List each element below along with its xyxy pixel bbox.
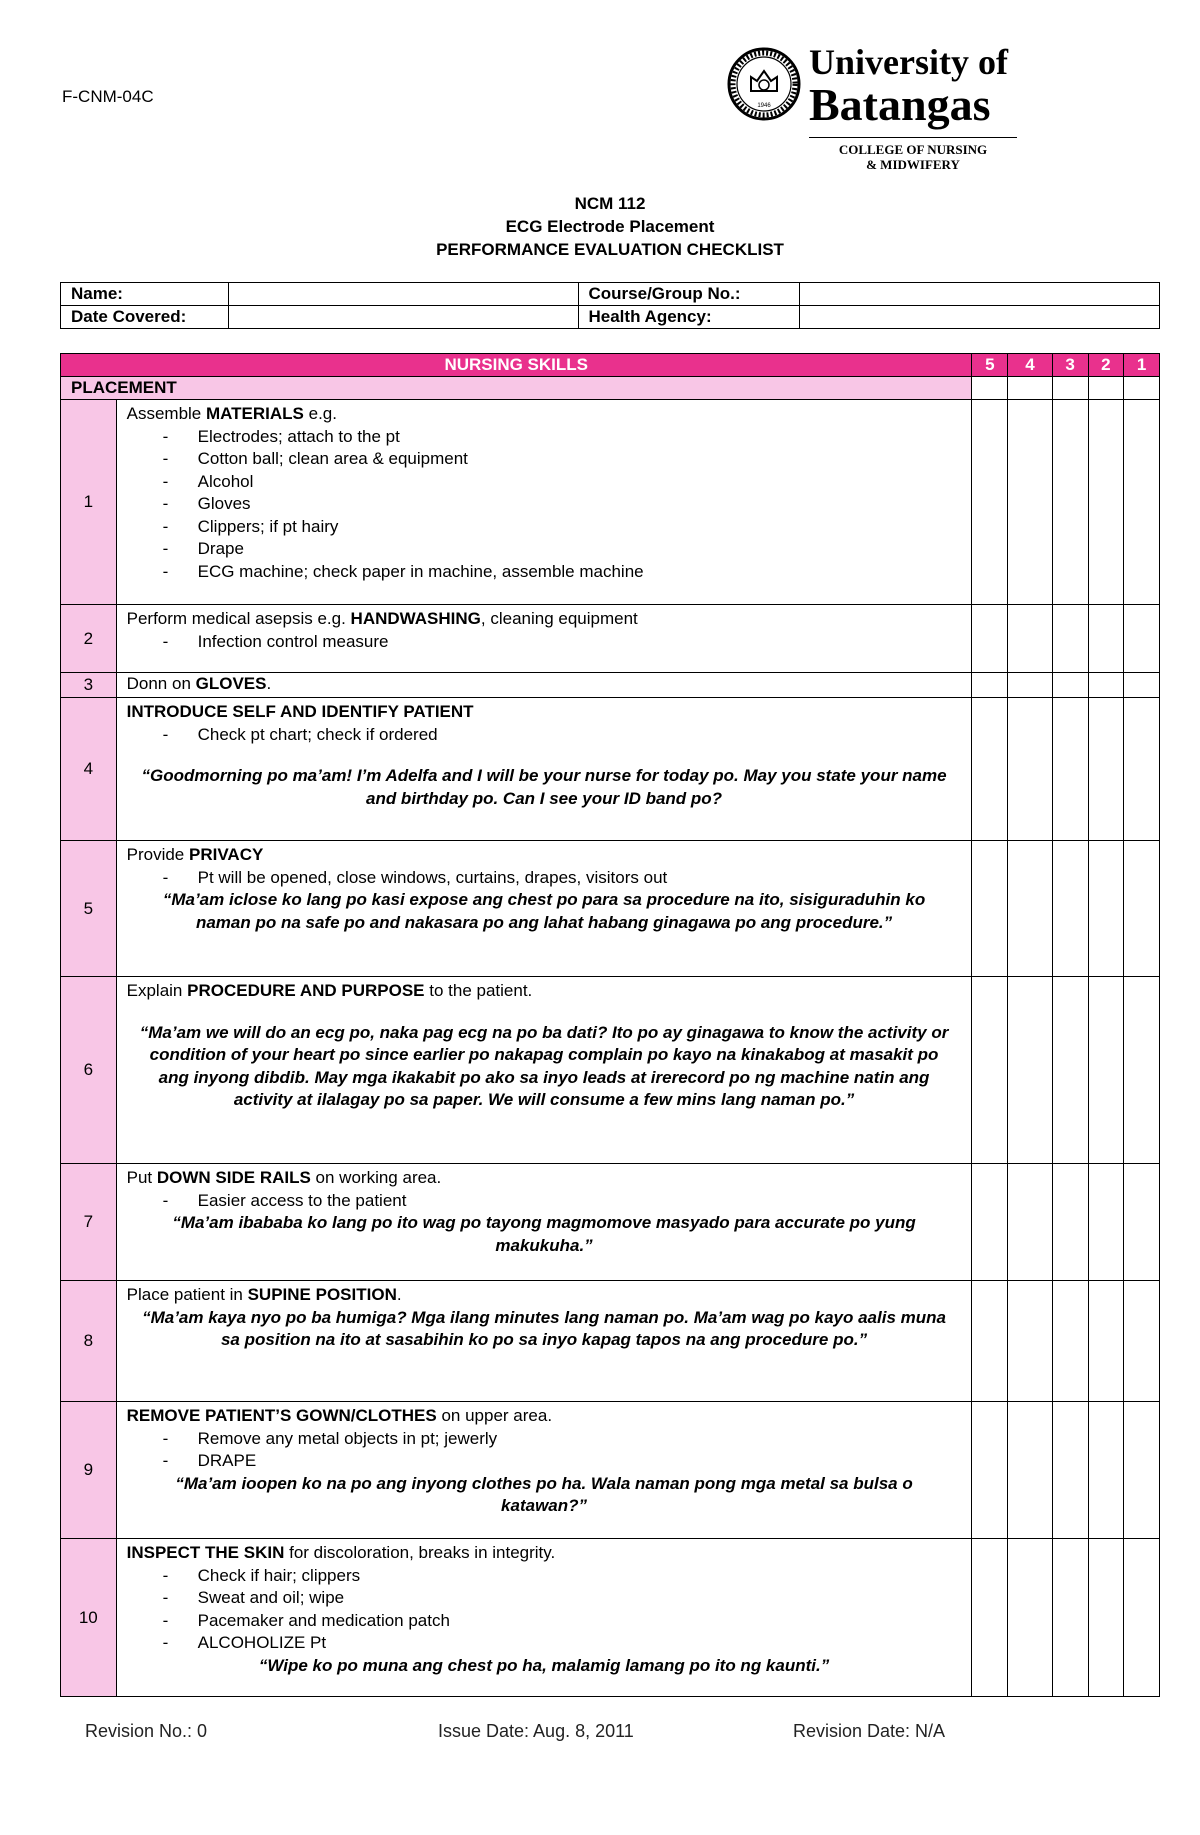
score-cell[interactable] <box>1124 1164 1160 1281</box>
score-3-header: 3 <box>1052 354 1088 377</box>
skill-title <box>127 1284 962 1307</box>
score-cell[interactable] <box>1008 977 1053 1164</box>
score-cell[interactable] <box>1124 400 1160 605</box>
score-cell[interactable] <box>972 1164 1008 1281</box>
skill-bullet <box>127 516 962 539</box>
score-cell[interactable] <box>1088 1281 1124 1402</box>
skill-title-prefix: Place patient in <box>126 1285 248 1304</box>
score-cell[interactable] <box>1124 377 1160 400</box>
revision-date: Revision Date: N/A <box>793 1721 946 1741</box>
skill-description <box>116 673 972 698</box>
skill-bullet-text: Gloves <box>197 494 251 513</box>
name-label: Name: <box>61 283 229 306</box>
revision-number: Revision No.: 0 <box>85 1721 208 1741</box>
skill-script-quote: “Wipe ko po muna ang chest po ha, malamig lamang po ito ng kaunti.” <box>258 1655 830 1675</box>
category-row <box>61 377 1160 400</box>
score-cell[interactable] <box>1124 841 1160 977</box>
skill-description <box>116 1281 972 1402</box>
skill-number: 4 <box>61 698 117 841</box>
skill-title-keyword: INTRODUCE SELF AND IDENTIFY PATIENT <box>126 702 474 721</box>
form-code: F-CNM-04C <box>62 87 154 106</box>
score-1-header: 1 <box>1124 354 1160 377</box>
skill-script-quote: “Ma’am ioopen ko na po ang inyong clothes po ha. Wala naman pong mga metal sa bulsa o katawan?” <box>175 1473 913 1515</box>
skill-script-quote: “Ma’am iclose ko lang po kasi expose ang chest po para sa procedure na ito, sisiguraduhin ko naman po na safe po and nakasara po ang lahat habang ginagawa po ang procedure.” <box>162 890 926 932</box>
score-cell[interactable] <box>1008 1539 1053 1697</box>
skill-number: 9 <box>61 1402 117 1539</box>
skill-title <box>127 403 962 426</box>
score-cell[interactable] <box>1052 1402 1088 1539</box>
skill-title-suffix: . <box>266 674 272 693</box>
skill-number: 7 <box>61 1164 117 1281</box>
college-name-line1: COLLEGE OF NURSING <box>838 142 988 157</box>
skill-title <box>127 673 962 696</box>
skill-bullet <box>127 1610 962 1633</box>
skill-title-keyword: GLOVES <box>195 674 267 693</box>
skill-bullet-text: DRAPE <box>197 1451 257 1470</box>
skill-bullet <box>127 1587 962 1610</box>
skill-bullet-text: Infection control measure <box>197 631 389 651</box>
skill-number: 1 <box>61 400 117 605</box>
score-cell[interactable] <box>972 977 1008 1164</box>
score-cell[interactable] <box>1124 977 1160 1164</box>
score-cell[interactable] <box>1008 400 1053 605</box>
score-cell[interactable] <box>1088 841 1124 977</box>
score-cell[interactable] <box>1088 1164 1124 1281</box>
table-header-row <box>61 354 1160 377</box>
skill-bullet <box>127 493 962 516</box>
date-covered-label: Date Covered: <box>61 306 229 329</box>
skill-bullet-text: Electrodes; attach to the pt <box>197 426 400 446</box>
skill-description <box>116 698 972 841</box>
skill-bullet <box>127 538 962 561</box>
score-cell[interactable] <box>972 377 1008 400</box>
score-cell[interactable] <box>1008 673 1053 698</box>
score-cell[interactable] <box>972 1539 1008 1697</box>
skill-bullet-text: Pacemaker and medication patch <box>197 1610 450 1630</box>
score-cell[interactable] <box>1008 698 1053 841</box>
score-5-header: 5 <box>972 354 1008 377</box>
score-cell[interactable] <box>1008 377 1053 400</box>
university-name-line2: Batangas <box>809 79 991 130</box>
score-cell[interactable] <box>1052 605 1088 673</box>
student-info-table <box>60 282 1160 329</box>
college-name <box>809 142 1017 172</box>
skill-title-keyword: REMOVE PATIENT’S GOWN/CLOTHES <box>126 1406 437 1425</box>
category-placement: PLACEMENT <box>61 377 972 400</box>
score-cell[interactable] <box>1088 698 1124 841</box>
score-cell[interactable] <box>1052 841 1088 977</box>
score-cell[interactable] <box>1124 1281 1160 1402</box>
college-name-line2: & MIDWIFERY <box>866 157 960 172</box>
score-2-header: 2 <box>1088 354 1124 377</box>
skill-description <box>116 400 972 605</box>
skill-title-suffix: on working area. <box>310 1168 442 1187</box>
skill-row <box>61 1402 1160 1539</box>
score-cell[interactable] <box>1052 1281 1088 1402</box>
skill-title-keyword: MATERIALS <box>206 404 304 423</box>
skill-title-suffix: to the patient. <box>424 981 533 1000</box>
skill-row <box>61 698 1160 841</box>
skill-bullet-text: Alcohol <box>197 471 254 491</box>
skill-title <box>127 608 962 631</box>
university-seal-icon <box>727 47 801 121</box>
skill-script-quote: “Goodmorning po ma’am! I’m Adelfa and I will be your nurse for today po. May you state your name and birthday po. Can I see your ID band po? <box>141 766 947 808</box>
skill-title-suffix: on upper area. <box>436 1406 553 1425</box>
score-cell[interactable] <box>1052 977 1088 1164</box>
skill-title-suffix: e.g. <box>303 404 337 423</box>
skill-number: 5 <box>61 841 117 977</box>
skill-bullet <box>127 1632 962 1655</box>
score-cell[interactable] <box>972 673 1008 698</box>
score-cell[interactable] <box>1088 977 1124 1164</box>
skill-bullet <box>127 867 962 890</box>
skill-title <box>127 1542 962 1565</box>
issue-date: Issue Date: Aug. 8, 2011 <box>438 1721 634 1741</box>
skill-row <box>61 400 1160 605</box>
skill-bullet-text: Cotton ball; clean area & equipment <box>197 449 468 468</box>
skill-title <box>127 1167 962 1190</box>
skill-script-quote: “Ma’am we will do an ecg po, naka pag ecg na po ba dati? Ito po ay ginagawa to know the activity or condition of your heart po since earlier po nakapag complain po kayo na kinakabog at masakit po ang inyong dibdib. May mga ikakabit po ako sa inyo leads at irerecord po ng machine natin ang activity at ilalagay po sa paper. We will consume a few mins lang naman po.” <box>139 1022 949 1109</box>
skill-bullet-text: Easier access to the patient <box>197 1190 407 1210</box>
score-cell[interactable] <box>1008 1164 1053 1281</box>
score-cell[interactable] <box>972 400 1008 605</box>
score-cell[interactable] <box>1052 377 1088 400</box>
skill-title <box>127 1405 962 1428</box>
skill-title <box>127 980 962 1003</box>
skill-bullet <box>127 631 962 654</box>
score-cell[interactable] <box>1008 605 1053 673</box>
skill-bullet-text: Sweat and oil; wipe <box>197 1588 345 1607</box>
skill-row <box>61 1164 1160 1281</box>
skill-bullet-text: ECG machine; check paper in machine, assemble machine <box>197 561 644 581</box>
skill-bullet-text: Clippers; if pt hairy <box>197 516 339 536</box>
score-cell[interactable] <box>1052 698 1088 841</box>
skill-bullet <box>127 448 962 471</box>
score-cell[interactable] <box>1124 1402 1160 1539</box>
university-name-line1: University of <box>809 42 1008 82</box>
skill-row <box>61 673 1160 698</box>
skill-number: 6 <box>61 977 117 1164</box>
score-cell[interactable] <box>1052 1539 1088 1697</box>
skill-bullet <box>127 1190 962 1213</box>
skill-title-suffix: for discoloration, breaks in integrity. <box>284 1543 556 1562</box>
skill-bullet <box>127 724 962 747</box>
skill-bullet-text: Remove any metal objects in pt; jewerly <box>197 1428 498 1448</box>
skill-title-prefix: Perform medical asepsis e.g. <box>126 609 351 628</box>
score-cell[interactable] <box>972 841 1008 977</box>
seal-year: 1946 <box>757 103 771 109</box>
score-cell[interactable] <box>972 605 1008 673</box>
skill-title <box>127 701 962 724</box>
score-cell[interactable] <box>1088 605 1124 673</box>
skill-number: 2 <box>61 605 117 673</box>
skill-bullet-text: Pt will be opened, close windows, curtains, drapes, visitors out <box>197 867 668 887</box>
skill-bullet <box>127 1428 962 1451</box>
skill-bullet <box>127 426 962 449</box>
score-cell[interactable] <box>972 1402 1008 1539</box>
score-cell[interactable] <box>1008 841 1053 977</box>
score-cell[interactable] <box>1124 1539 1160 1697</box>
skill-title-keyword: SUPINE POSITION <box>247 1285 397 1304</box>
skill-description <box>116 977 972 1164</box>
skill-title-prefix: Assemble <box>126 404 206 423</box>
skill-bullet-text: Check pt chart; check if ordered <box>197 724 438 744</box>
skill-title-keyword: PROCEDURE AND PURPOSE <box>187 981 425 1000</box>
skill-title-prefix: Explain <box>126 981 188 1000</box>
score-cell[interactable] <box>972 698 1008 841</box>
skill-row <box>61 1281 1160 1402</box>
skill-bullet <box>127 1565 962 1588</box>
skill-description <box>116 841 972 977</box>
skill-title-prefix: Put <box>126 1168 157 1187</box>
score-4-header: 4 <box>1008 354 1053 377</box>
skill-description <box>116 605 972 673</box>
skill-number: 10 <box>61 1539 117 1697</box>
score-cell[interactable] <box>1088 673 1124 698</box>
skill-row <box>61 1539 1160 1697</box>
skill-bullet-text: Check if hair; clippers <box>197 1565 361 1585</box>
skill-title-keyword: PRIVACY <box>189 845 264 864</box>
score-cell[interactable] <box>1124 605 1160 673</box>
skill-description <box>116 1164 972 1281</box>
skill-row <box>61 977 1160 1164</box>
skill-bullet <box>127 1450 962 1473</box>
skill-row <box>61 841 1160 977</box>
skill-script-quote: “Ma’am kaya nyo po ba humiga? Mga ilang minutes lang naman po. Ma’am wag po kayo aalis muna sa position na ito at sasabihin ko po sa inyo kapag tapos na ang procedure po.” <box>142 1307 946 1349</box>
skill-script-quote: “Ma’am ibababa ko lang po ito wag po tayong magmomove masyado para accurate po yung makukuha.” <box>172 1213 916 1255</box>
score-cell[interactable] <box>1052 400 1088 605</box>
health-agency-field[interactable] <box>800 306 1160 329</box>
skill-title-suffix: . <box>396 1285 402 1304</box>
skill-number: 8 <box>61 1281 117 1402</box>
course-code: NCM 112 <box>574 194 646 213</box>
date-covered-field[interactable] <box>228 306 578 329</box>
score-cell[interactable] <box>1008 1281 1053 1402</box>
skills-checklist-table <box>60 353 1160 1697</box>
skill-number: 3 <box>61 673 117 698</box>
skill-title-prefix: Donn on <box>126 674 196 693</box>
skill-description <box>116 1402 972 1539</box>
score-cell[interactable] <box>1088 400 1124 605</box>
score-cell[interactable] <box>1124 698 1160 841</box>
skill-title-keyword: INSPECT THE SKIN <box>126 1543 285 1562</box>
skill-description <box>116 1539 972 1697</box>
skill-bullet-text: Drape <box>197 539 244 558</box>
score-cell[interactable] <box>1008 1402 1053 1539</box>
course-group-field[interactable] <box>800 283 1160 306</box>
skill-bullet <box>127 561 962 584</box>
score-cell[interactable] <box>1052 1164 1088 1281</box>
skill-title-keyword: DOWN SIDE RAILS <box>156 1168 311 1187</box>
document-headings <box>60 192 1160 261</box>
checklist-title: PERFORMANCE EVALUATION CHECKLIST <box>436 240 784 259</box>
skill-title-keyword: HANDWASHING <box>350 609 481 628</box>
skill-title-prefix: Provide <box>126 845 189 864</box>
procedure-title: ECG Electrode Placement <box>505 217 715 236</box>
nursing-skills-header: NURSING SKILLS <box>61 354 972 377</box>
skill-title <box>127 844 962 867</box>
skill-bullet-text: ALCOHOLIZE Pt <box>197 1633 327 1652</box>
skill-bullet <box>127 471 962 494</box>
health-agency-label: Health Agency: <box>578 306 800 329</box>
score-cell[interactable] <box>1088 377 1124 400</box>
university-logo <box>727 42 1027 175</box>
score-cell[interactable] <box>1124 673 1160 698</box>
name-field[interactable] <box>228 283 578 306</box>
course-group-label: Course/Group No.: <box>578 283 800 306</box>
score-cell[interactable] <box>1052 673 1088 698</box>
skill-row <box>61 605 1160 673</box>
score-cell[interactable] <box>1088 1402 1124 1539</box>
logo-divider <box>809 137 1017 138</box>
score-cell[interactable] <box>972 1281 1008 1402</box>
skill-title-suffix: , cleaning equipment <box>480 609 638 628</box>
score-cell[interactable] <box>1088 1539 1124 1697</box>
